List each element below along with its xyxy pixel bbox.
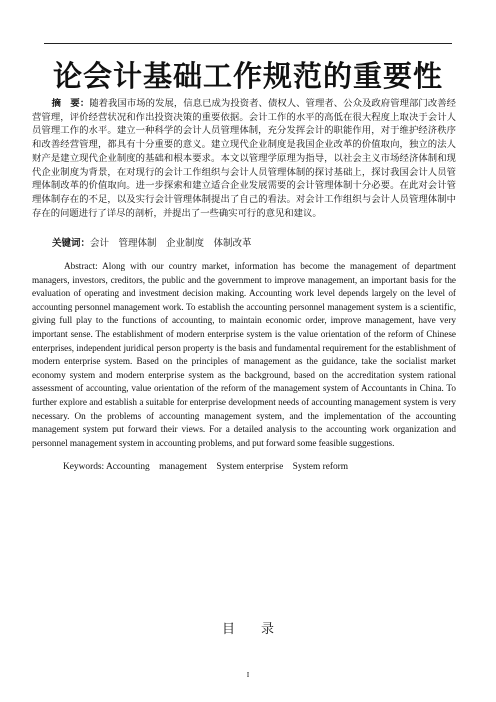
header-rule	[44, 43, 452, 44]
chinese-abstract	[32, 97, 456, 220]
table-of-contents-heading: 目录	[221, 622, 300, 637]
page-number: I	[246, 670, 250, 679]
english-abstract: Abstract: Along with our country market, information has become the management of department managers, investors, creditors, the public and the government to improve management, an important basis for the evaluation of operating and investment decision making. Accounting work level depends largely on the level of accounting personnel management work. To establish the accounting personnel management system is a scientific, giving full play to the functions of accounting, to maintain economic order, improve management, have very important sense. The establishment of modern enterprise system is the value orientation of the reform of Chinese enterprises, independent juridical person property is the basis and fundamental requirement for the establishment of modern enterprise system. Based on the principles of management as the guidance, take the socialist market economy system and modern enterprise system as the background, based on the accreditation system rational assessment of accounting, value orientation of the reform of the management system of Accountants in China. To further explore and establish a suitable for enterprise development needs of accounting management system is very necessary. On the problems of accounting management system, and the implementation of the accounting management system put forward their views. For a detailed analysis to the accounting work organization and personnel management system in accounting problems, and put forward some feasible suggestions.	[32, 261, 456, 448]
chinese-keywords-label: 关键词：	[52, 238, 91, 249]
chinese-keywords	[52, 237, 252, 250]
chinese-keywords-items: 会计 管理体制 企业制度 体制改革	[90, 238, 252, 249]
english-keywords: Keywords: Accounting management System enterprise System reform	[63, 462, 349, 472]
chinese-abstract-text: 随着我国市场的发展，信息已成为投资者、债权人、管理者、公众及政府管理部门改善经营管理，评价经营状况和作出投资决策的重要依据。会计工作的水平的高低在很大程度上取决于会计人员管理工作的水平。建立一种科学的会计人员管理体制，充分发挥会计的职能作用，对于维护经济秩序和改善经营管理，都具有十分重要的意义。建立现代企业制度是我国企业改革的价值取向，独立的法人财产是建立现代企业制度的基础和根本要求。本文以管理学原理为指导，以社会主义市场经济体制和现代企业制度为背景，在对现行的会计工作组织与会计人员管理体制的探讨基础上，探讨我国会计人员管理体制改革的价值取向。进一步探索和建立适合企业发展需要的会计管理体制十分必要。在此对会计管理体制存在的不足，以及实行会计管理体制提出了自己的看法。对会计工作组织与会计人员管理体制中存在的问题进行了详尽的剖析，并提出了一些确实可行的意见和建议。	[32, 98, 456, 219]
chinese-abstract-label: 摘 要：	[51, 98, 90, 109]
paper-title: 论会计基础工作规范的重要性	[52, 59, 443, 93]
